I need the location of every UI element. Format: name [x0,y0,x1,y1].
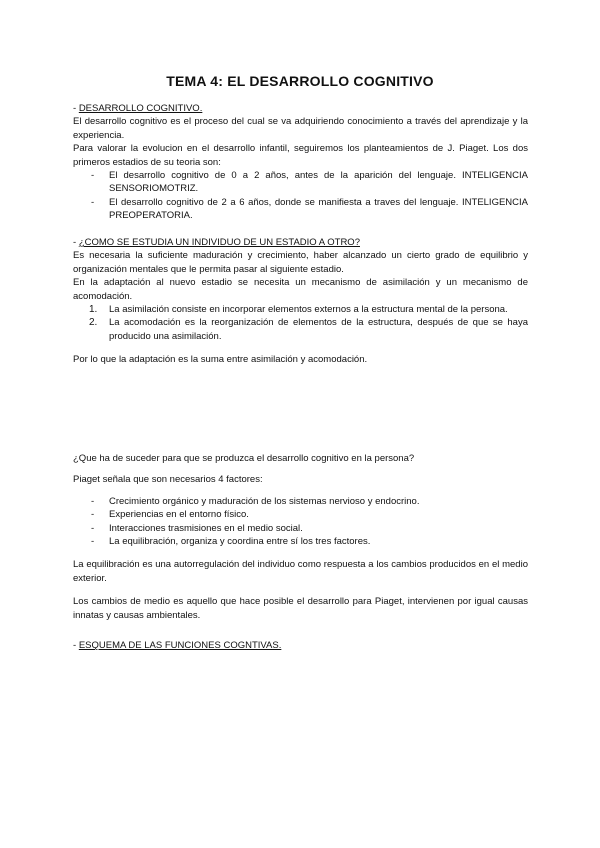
section-heading-text: ESQUEMA DE LAS FUNCIONES COGNTIVAS. [78,640,282,651]
bullet-dash: - [91,196,95,208]
numbered-list [73,303,528,343]
bullet-dash: - [91,536,95,548]
section-heading-text: DESARROLLO COGNITIVO. [78,103,203,114]
list-item [91,508,528,521]
paragraph: Para valorar la evolucion en el desarrollo infantil, seguiremos los planteamientos de J. Piaget. Los dos primeros estadios de su teoria son: [73,143,528,168]
bullet-dash: - [91,522,95,534]
list-item [91,495,528,508]
list-item-text: La equilibración, organiza y coordina entre sí los tres factores. [109,536,371,548]
list-item [91,196,528,223]
list-item [89,316,528,343]
section-factores [73,452,528,622]
list-number: 2. [89,317,98,329]
list-item [91,169,528,196]
section-esquema [73,639,528,652]
paragraph: El desarrollo cognitivo es el proceso del cual se va adquiriendo conocimiento a través del aprendizaje y la experiencia. [73,116,528,141]
section-heading [73,102,528,115]
list-item [89,303,528,316]
section-estudio-estadio [73,236,528,367]
section-desarrollo-cognitivo [73,102,528,223]
list-item-text: Interacciones trasmisiones en el medio social. [109,522,303,534]
list-item [91,535,528,548]
paragraph: Es necesaria la suficiente maduración y crecimiento, haber alcanzado un cierto grado de equilibrio y organización mentales que le permita pasar al siguiente estadio. [73,250,528,275]
paragraph: En la adaptación al nuevo estadio se necesita un mecanismo de asimilación y un mecanismo de acomodación. [73,277,528,302]
list-item-text: Crecimiento orgánico y maduración de los sistemas nervioso y endocrino. [109,495,420,507]
list-item-text: La acomodación es la reorganización de elementos de la estructura, después de que se haya producido una asimilación. [109,317,528,342]
question-text: ¿Que ha de suceder para que se produzca el desarrollo cognitivo en la persona? [73,453,415,464]
section-heading [73,236,528,249]
bullet-list [73,169,528,223]
list-item-text: El desarrollo cognitivo de 2 a 6 años, donde se manifiesta a traves del lenguaje. INTELIGENCIA PREOPERATORIA. [109,196,528,222]
bullet-list [73,495,528,549]
paragraph: Por lo que la adaptación es la suma entre asimilación y acomodación. [73,354,368,366]
list-number: 1. [89,304,98,316]
list-item-text: Experiencias en el entorno físico. [109,509,249,521]
section-heading [73,639,528,652]
bullet-dash: - [91,495,95,507]
section-heading-text: ¿COMO SE ESTUDIA UN INDIVIDUO DE UN ESTADIO A OTRO? [78,237,360,248]
list-item-text: La asimilación consiste en incorporar elementos externos a la estructura mental de la persona. [109,304,508,316]
section-heading-prefix: - [73,237,79,248]
list-item-text: El desarrollo cognitivo de 0 a 2 años, antes de la aparición del lenguaje. INTELIGENCIA SENSORIOMOTRIZ. [109,170,528,195]
section-heading-prefix: - [73,103,79,114]
paragraph: Los cambios de medio es aquello que hace posible el desarrollo para Piaget, intervienen por igual causas innatas y causas ambientales. [73,596,528,621]
bullet-dash: - [91,509,95,521]
paragraph: Piaget señala que son necesarios 4 factores: [73,474,263,486]
paragraph: La equilibración es una autorregulación del individuo como respuesta a los cambios producidos en el medio exterior. [73,559,528,584]
list-item [91,522,528,535]
bullet-dash: - [91,170,95,182]
page-title: TEMA 4: EL DESARROLLO COGNITIVO [166,73,434,89]
section-heading-prefix: - [73,640,79,651]
